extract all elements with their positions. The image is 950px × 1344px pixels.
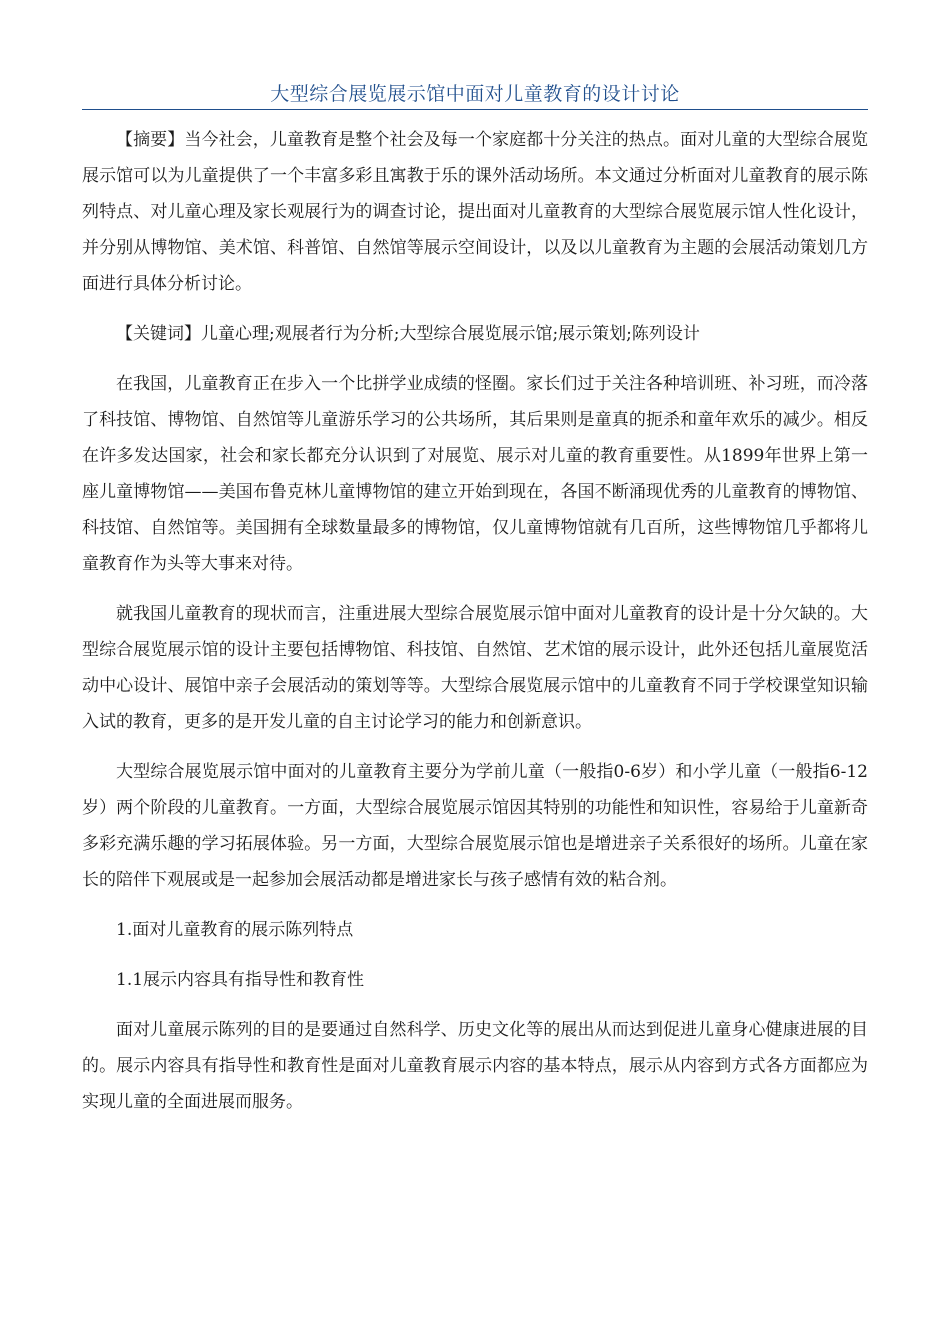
subsection-heading: 1.1展示内容具有指导性和教育性 xyxy=(116,970,365,990)
abstract-paragraph: 【摘要】当今社会，儿童教育是整个社会及每一个家庭都十分关注的热点。面对儿童的大型综合展览展示馆可以为儿童提供了一个丰富多彩且寓教于乐的课外活动场所。本文通过分析面对儿童教育的展示陈列特点、对儿童心理及家长观展行为的调查讨论，提出面对儿童教育的大型综合展览展示馆人性化设计，并分别从博物馆、美术馆、科普馆、自然馆等展示空间设计，以及以儿童教育为主题的会展活动策划几方面进行具体分析讨论。 xyxy=(82,130,868,294)
document-title: 大型综合展览展示馆中面对儿童教育的设计讨论 xyxy=(270,83,680,105)
section-heading: 1.面对儿童教育的展示陈列特点 xyxy=(116,920,354,940)
document-body xyxy=(82,122,868,1134)
body-paragraph: 就我国儿童教育的现状而言，注重进展大型综合展览展示馆中面对儿童教育的设计是十分欠缺的。大型综合展览展示馆的设计主要包括博物馆、科技馆、自然馆、艺术馆的展示设计，此外还包括儿童展览活动中心设计、展馆中亲子会展活动的策划等等。大型综合展览展示馆中的儿童教育不同于学校课堂知识输入试的教育，更多的是开发儿童的自主讨论学习的能力和创新意识。 xyxy=(82,604,868,732)
body-paragraph: 面对儿童展示陈列的目的是要通过自然科学、历史文化等的展出从而达到促进儿童身心健康进展的目的。展示内容具有指导性和教育性是面对儿童教育展示内容的基本特点，展示从内容到方式各方面都应为实现儿童的全面进展而服务。 xyxy=(82,1020,868,1112)
body-paragraph: 在我国，儿童教育正在步入一个比拼学业成绩的怪圈。家长们过于关注各种培训班、补习班，而冷落了科技馆、博物馆、自然馆等儿童游乐学习的公共场所，其后果则是童真的扼杀和童年欢乐的减少。相反在许多发达国家，社会和家长都充分认识到了对展览、展示对儿童的教育重要性。从1899年世界上第一座儿童博物馆——美国布鲁克林儿童博物馆的建立开始到现在，各国不断涌现优秀的儿童教育的博物馆、科技馆、自然馆等。美国拥有全球数量最多的博物馆，仅儿童博物馆就有几百所，这些博物馆几乎都将儿童教育作为头等大事来对待。 xyxy=(82,374,868,574)
keywords-paragraph: 【关键词】儿童心理;观展者行为分析;大型综合展览展示馆;展示策划;陈列设计 xyxy=(116,324,700,344)
title-underline xyxy=(82,109,868,110)
body-paragraph: 大型综合展览展示馆中面对的儿童教育主要分为学前儿童（一般指0-6岁）和小学儿童（一般指6-12岁）两个阶段的儿童教育。一方面，大型综合展览展示馆因其特别的功能性和知识性，容易给于儿童新奇多彩充满乐趣的学习拓展体验。另一方面，大型综合展览展示馆也是增进亲子关系很好的场所。儿童在家长的陪伴下观展或是一起参加会展活动都是增进家长与孩子感情有效的粘合剂。 xyxy=(82,762,868,890)
